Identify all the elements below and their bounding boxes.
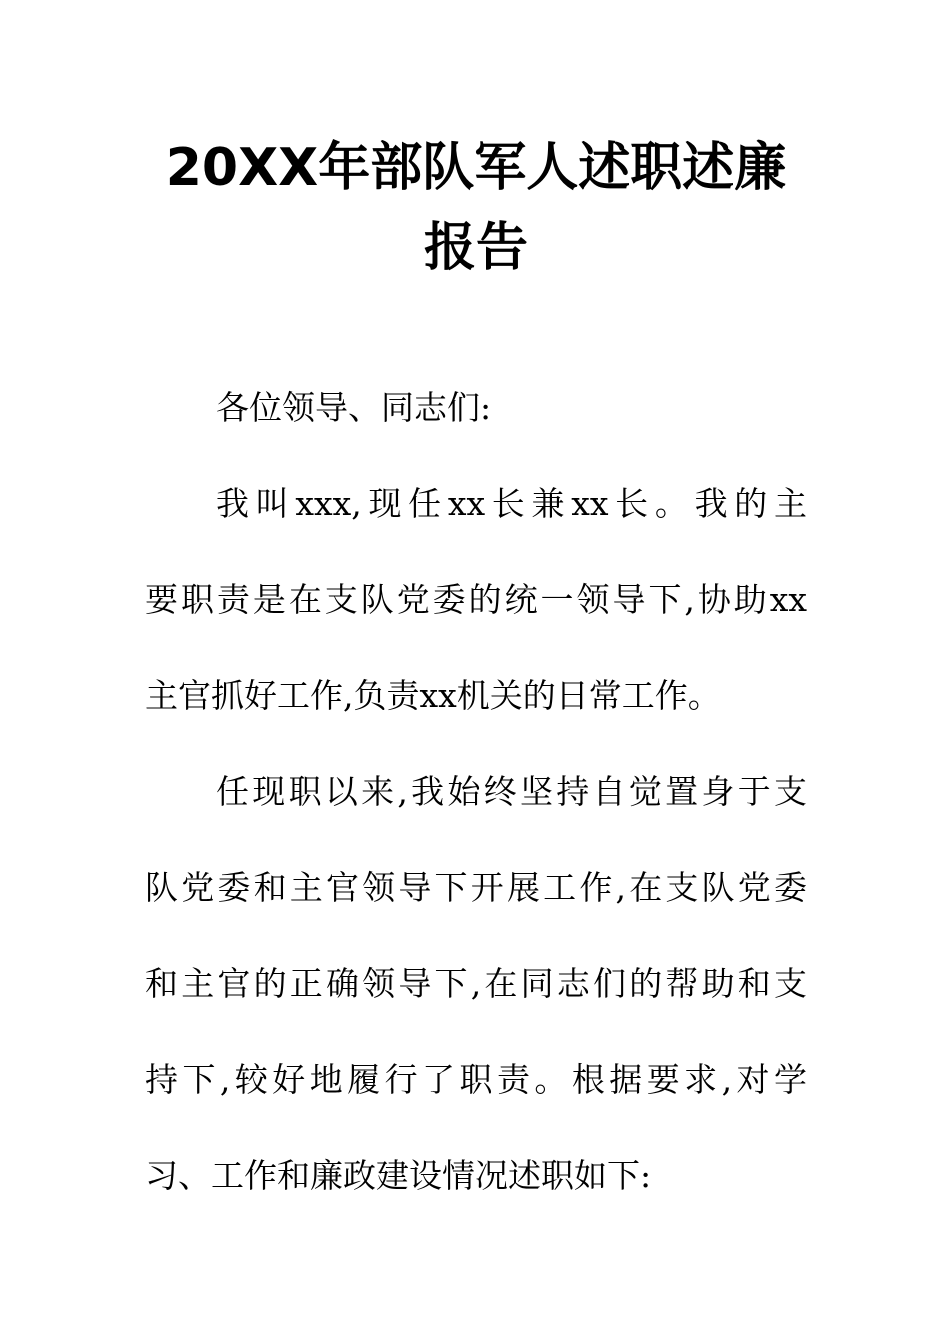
- paragraph-2-line-4: 持下,较好地履行了职责。根据要求,对学: [145, 1060, 807, 1099]
- title-line-2: 报告: [423, 218, 528, 278]
- paragraph-1-line-1: 我叫xxx,现任xx长兼xx长。我的主: [216, 484, 807, 523]
- paragraph-2-line-2: 队党委和主官领导下开展工作,在支队党委: [145, 868, 807, 907]
- paragraph-2-line-5: 习、工作和廉政建设情况述职如下:: [145, 1156, 652, 1195]
- paragraph-2-line-3: 和主官的正确领导下,在同志们的帮助和支: [145, 964, 807, 1003]
- title-line-1: 20XX年部队军人述职述廉: [165, 138, 787, 198]
- document-title: [145, 128, 807, 288]
- salutation-line: 各位领导、同志们:: [216, 388, 492, 427]
- paragraph-2-line-1: 任现职以来,我始终坚持自觉置身于支: [216, 772, 807, 811]
- paragraph-1-line-2: 要职责是在支队党委的统一领导下,协助xx: [145, 580, 807, 619]
- paragraph-1-line-3: 主官抓好工作,负责xx机关的日常工作。: [145, 676, 721, 715]
